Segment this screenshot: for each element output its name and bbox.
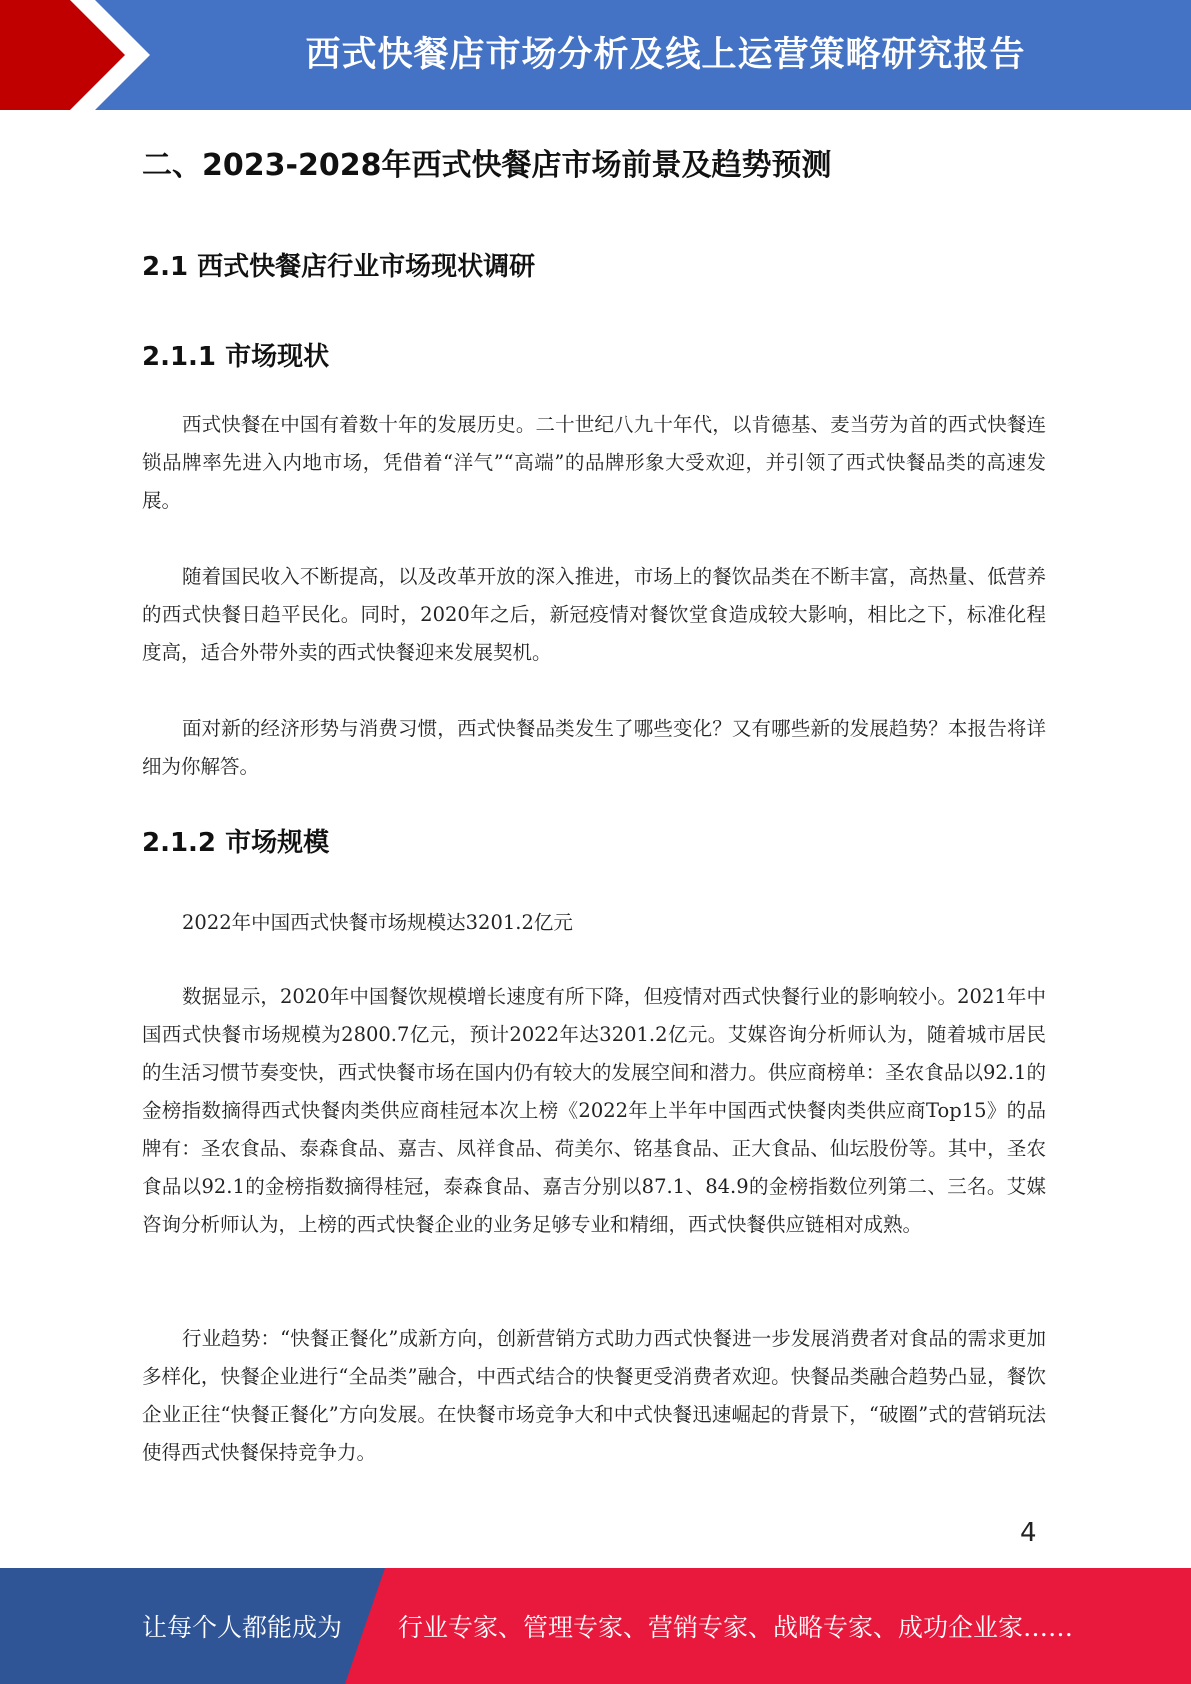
footer-slogan-left: 让每个人都能成为 — [142, 1613, 343, 1642]
sub-subsection-heading-status: 2.1.1 市场现状 — [142, 342, 330, 372]
paragraph: 数据显示，2020年中国餐饮规模增长速度有所下降，但疫情对西式快餐行业的影响较小。2021年中国西式快餐市场规模为2800.7亿元，预计2022年达3201.2亿元。艾媒咨询分析师认为，随着城市居民的生活习惯节奏变快，西式快餐市场在国内仍有较大的发展空间和潜力。供应商榜单：圣农食品以92.1的金榜指数摘得西式快餐肉类供应商桂冠本次上榜《2022年上半年中国西式快餐肉类供应商Top15》的品牌有：圣农食品、泰森食品、嘉吉、凤祥食品、荷美尔、铭基食品、正大食品、仙坛股份等。其中，圣农食品以92.1的金榜指数摘得桂冠，泰森食品、嘉吉分别以87.1、84.9的金榜指数位列第二、三名。艾媒咨询分析师认为，上榜的西式快餐企业的业务足够专业和精细，西式快餐供应链相对成熟。 — [142, 985, 1046, 1236]
header-banner — [0, 0, 1191, 110]
footer-banner — [0, 1568, 1191, 1684]
subsection-heading: 2.1 西式快餐店行业市场现状调研 — [142, 252, 536, 282]
paragraph: 行业趋势：“快餐正餐化”成新方向，创新营销方式助力西式快餐进一步发展消费者对食品的需求更加多样化，快餐企业进行“全品类”融合，中西式结合的快餐更受消费者欢迎。快餐品类融合趋势凸显，餐饮企业正往“快餐正餐化”方向发展。在快餐市场竞争大和中式快餐迅速崛起的背景下，“破圈”式的营销玩法使得西式快餐保持竞争力。 — [142, 1327, 1046, 1464]
page-number: 4 — [1020, 1518, 1037, 1548]
section-heading: 二、2023-2028年西式快餐店市场前景及趋势预测 — [142, 148, 832, 183]
sub-subsection-heading-scale: 2.1.2 市场规模 — [142, 828, 330, 858]
paragraph: 面对新的经济形势与消费习惯，西式快餐品类发生了哪些变化？又有哪些新的发展趋势？本报告将详细为你解答。 — [142, 717, 1046, 778]
paragraph: 2022年中国西式快餐市场规模达3201.2亿元 — [182, 911, 573, 934]
footer-slogan-right: 行业专家、管理专家、营销专家、战略专家、成功企业家…… — [398, 1613, 1074, 1642]
paragraph: 随着国民收入不断提高，以及改革开放的深入推进，市场上的餐饮品类在不断丰富，高热量、低营养的西式快餐日趋平民化。同时，2020年之后，新冠疫情对餐饮堂食造成较大影响，相比之下，标准化程度高，适合外带外卖的西式快餐迎来发展契机。 — [142, 565, 1046, 664]
paragraph: 西式快餐在中国有着数十年的发展历史。二十世纪八九十年代，以肯德基、麦当劳为首的西式快餐连锁品牌率先进入内地市场，凭借着“洋气”“高端”的品牌形象大受欢迎，并引领了西式快餐品类的高速发展。 — [142, 413, 1046, 512]
report-title: 西式快餐店市场分析及线上运营策略研究报告 — [305, 35, 1026, 75]
